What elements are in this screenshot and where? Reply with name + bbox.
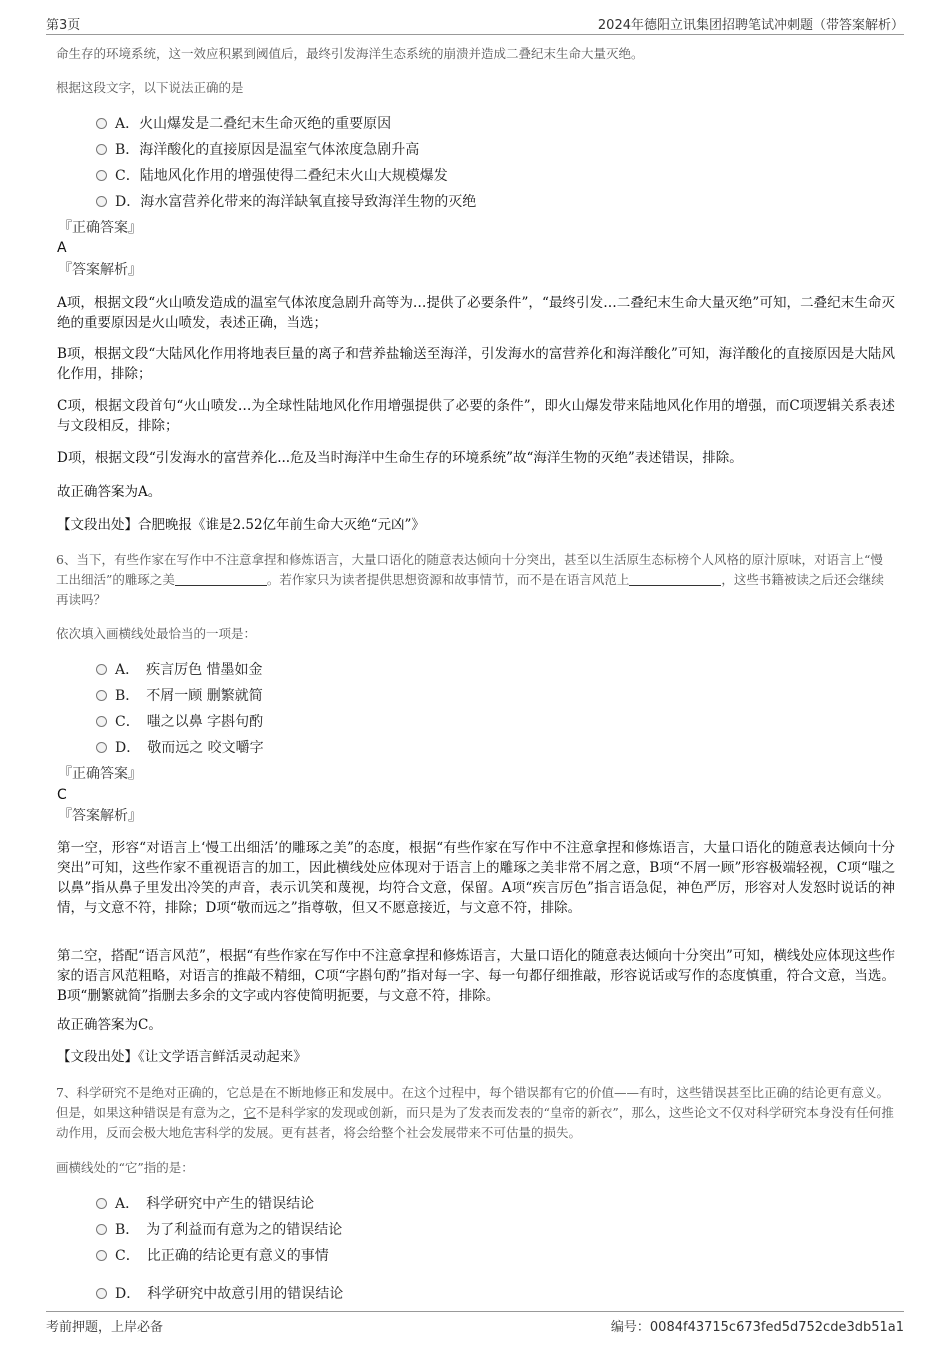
q5-analysis-a: A项，根据文段“火山喷发造成的温室气体浓度急剧升高等为…提供了必要条件”，“最终引发…二叠纪末生命大量灭绝”可知，二叠纪末生命灭绝的重要原因是火山喷发，表述正确，当选； — [57, 295, 895, 331]
answer-blank — [629, 571, 721, 586]
radio-icon[interactable] — [96, 1288, 107, 1299]
radio-icon[interactable] — [96, 742, 107, 753]
q7-option-c[interactable]: C． 比正确的结论更有意义的事情 — [96, 1246, 329, 1266]
page-header — [46, 12, 904, 35]
document-id: 编号：0084f43715c673fed5d752cde3db51a1 — [610, 1320, 904, 1335]
page-footer — [46, 1311, 904, 1338]
q6-prompt: 依次填入画横线处最恰当的一项是： — [56, 626, 257, 641]
q6-source: 【文段出处】《让文学语言鲜活灵动起来》 — [57, 1049, 307, 1065]
q6-option-a[interactable]: A． 疾言厉色 惜墨如金 — [96, 660, 263, 680]
q6-conclusion: 故正确答案为C。 — [57, 1017, 162, 1033]
radio-icon[interactable] — [96, 664, 107, 675]
q5-conclusion: 故正确答案为A。 — [57, 484, 162, 500]
radio-icon[interactable] — [96, 690, 107, 701]
q5-answer-label: 『正确答案』 — [58, 220, 142, 236]
q5-passage-tail: 命生存的环境系统，这一效应积累到阈值后，最终引发海洋生态系统的崩溃并造成二叠纪末生命大量灭绝。 — [56, 46, 644, 61]
q5-answer: A — [57, 240, 67, 256]
document-title: 2024年德阳立讯集团招聘笔试冲刺题（带答案解析） — [597, 18, 904, 33]
q5-prompt: 根据这段文字，以下说法正确的是 — [56, 80, 244, 95]
q5-option-b[interactable]: B．海洋酸化的直接原因是温室气体浓度急剧升高 — [96, 140, 419, 160]
q6-analysis-second-blank: 第二空，搭配“语言风范”，根据“有些作家在写作中不注意拿捏和修炼语言，大量口语化的随意表达倾向十分突出”可知，横线处应体现这些作家的语言风范粗略，对语言的推敲不精细，C项“字斟句酌”指对每一字、每一句都仔细推敲，形容说话或写作的态度慎重，符合文意，当选。B项“删繁就简”指删去多余的文字或内容使简明扼要，与文意不符，排除。 — [57, 948, 895, 1004]
radio-icon[interactable] — [96, 170, 107, 181]
q5-option-c[interactable]: C．陆地风化作用的增强使得二叠纪末火山大规模爆发 — [96, 166, 448, 186]
q5-analysis-c: C项，根据文段首句“火山喷发…为全球性陆地风化作用增强提供了必要的条件”，即火山爆发带来陆地风化作用的增强，而C项逻辑关系表述与文段相反，排除； — [57, 398, 895, 434]
q6-answer-label: 『正确答案』 — [58, 766, 142, 782]
q5-option-d[interactable]: D．海水富营养化带来的海洋缺氧直接导致海洋生物的灭绝 — [96, 192, 476, 212]
q7-prompt: 画横线处的“它”指的是： — [56, 1160, 194, 1175]
q7-option-d[interactable]: D． 科学研究中故意引用的错误结论 — [96, 1284, 343, 1304]
footer-slogan: 考前押题，上岸必备 — [46, 1320, 164, 1335]
q5-source: 【文段出处】合肥晚报《谁是2.52亿年前生命大灭绝“元凶”》 — [57, 517, 425, 533]
radio-icon[interactable] — [96, 118, 107, 129]
q7-stem: 7、科学研究不是绝对正确的，它总是在不断地修正和发展中。在这个过程中，每个错误都有它的价值——有时，这些错误甚至比正确的结论更有意义。但是，如果这种错误是有意为之，它不是科学家的发现或创新，而只是为了发表而发表的“皇帝的新衣”，那么，这些论文不仅对科学研究本身没有任何推动作用，反而会极大地危害科学的发展。更有甚者，将会给整个社会发展带来不可估量的损失。 — [56, 1085, 894, 1140]
radio-icon[interactable] — [96, 144, 107, 155]
radio-icon[interactable] — [96, 196, 107, 207]
q6-option-d[interactable]: D． 敬而远之 咬文嚼字 — [96, 738, 264, 758]
q6-analysis-first-blank: 第一空，形容“对语言上‘慢工出细活’的雕琢之美”的态度，根据“有些作家在写作中不注意拿捏和修炼语言，大量口语化的随意表达倾向十分突出”可知，这些作家不重视语言的加工，因此横线处应体现对于语言上的雕琢之美非常不屑之意，B项“不屑一顾”形容极端轻视，C项“嗤之以鼻”指从鼻子里发出冷笑的声音，表示讥笑和蔑视，均符合文意，保留。A项“疾言厉色”指言语急促，神色严厉，形容对人发怒时说话的神情，与文意不符，排除；D项“敬而远之”指尊敬，但又不愿意接近，与文意不符，排除。 — [57, 840, 895, 916]
page-number: 第3页 — [46, 18, 81, 33]
radio-icon[interactable] — [96, 716, 107, 727]
q5-analysis-d: D项，根据文段“引发海水的富营养化...危及当时海洋中生命生存的环境系统”故“海洋生物的灭绝”表述错误，排除。 — [57, 450, 743, 466]
radio-icon[interactable] — [96, 1250, 107, 1261]
q6-option-b[interactable]: B． 不屑一顾 删繁就简 — [96, 686, 263, 706]
q7-option-b[interactable]: B． 为了利益而有意为之的错误结论 — [96, 1220, 342, 1240]
answer-blank — [175, 571, 267, 586]
q6-analysis-label: 『答案解析』 — [58, 808, 142, 824]
q6-option-c[interactable]: C． 嗤之以鼻 字斟句酌 — [96, 712, 263, 732]
radio-icon[interactable] — [96, 1198, 107, 1209]
q5-analysis-b: B项，根据文段“大陆风化作用将地表巨量的离子和营养盐输送至海洋，引发海水的富营养化和海洋酸化”可知，海洋酸化的直接原因是大陆风化作用，排除； — [57, 346, 895, 382]
q5-analysis-label: 『答案解析』 — [58, 262, 142, 278]
q5-option-a[interactable]: A．火山爆发是二叠纪末生命灭绝的重要原因 — [96, 114, 391, 134]
radio-icon[interactable] — [96, 1224, 107, 1235]
q7-option-a[interactable]: A． 科学研究中产生的错误结论 — [96, 1194, 314, 1214]
q6-stem: 6、当下，有些作家在写作中不注意拿捏和修炼语言，大量口语化的随意表达倾向十分突出，甚至以生活原生态标榜个人风格的原汁原味，对语言上“慢工出细活”的雕琢之美 。若作家只为读者提供思想资源和故事情节，而不是在语言风范上 ，这些书籍被读之后还会继续再读吗？ — [56, 552, 884, 607]
q6-answer: C — [57, 787, 67, 803]
underlined-pronoun: 它 — [243, 1105, 257, 1120]
